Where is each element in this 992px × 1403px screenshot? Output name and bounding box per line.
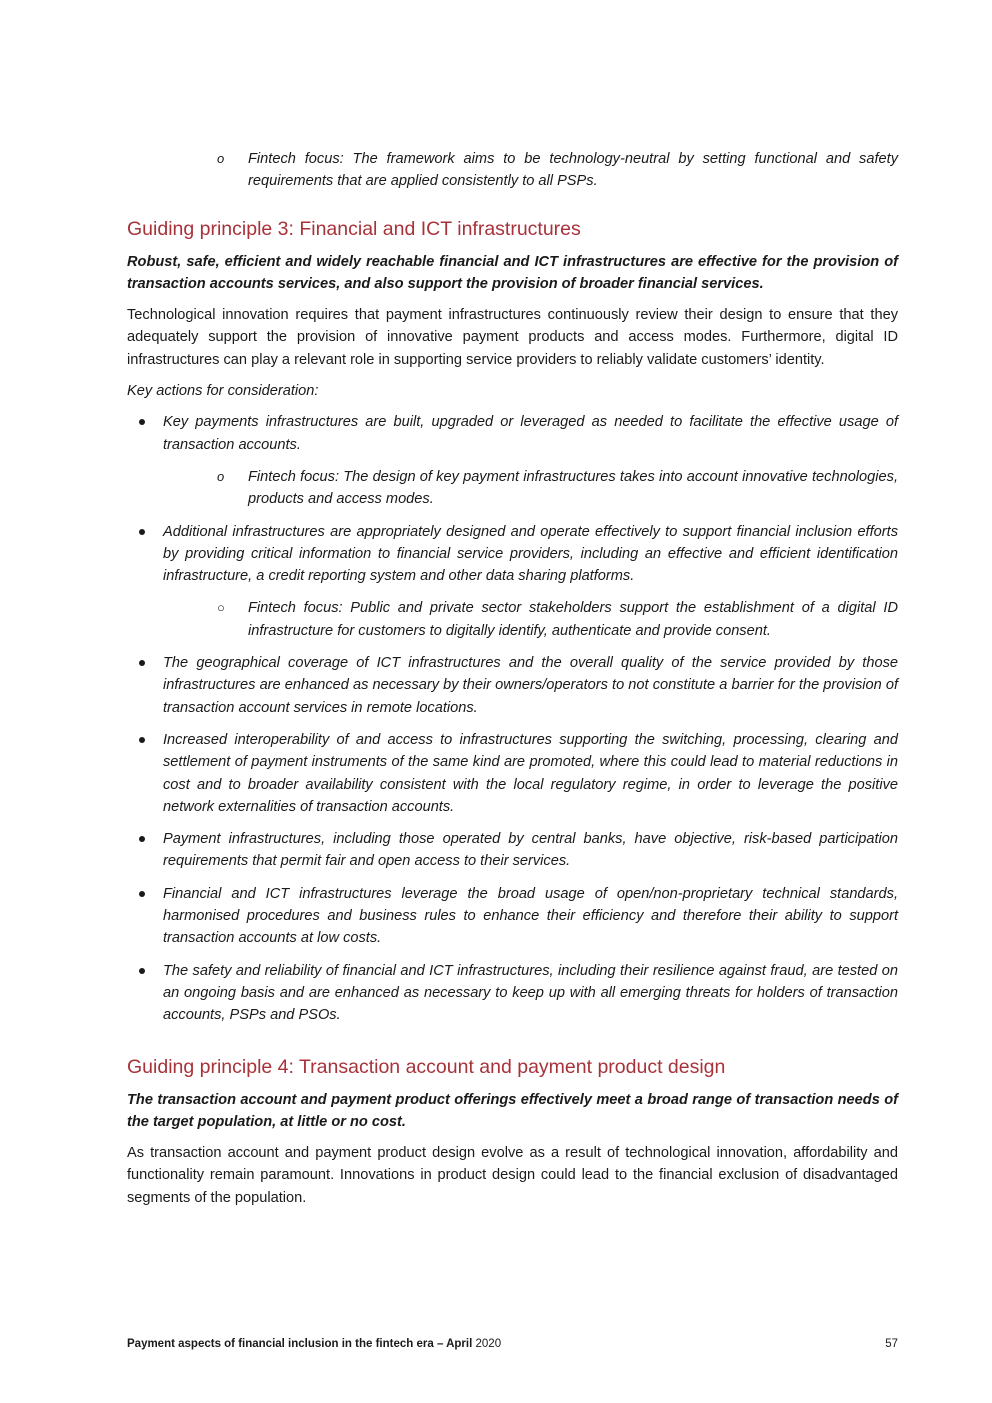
- bullet-dot: [139, 836, 145, 842]
- footer-title: Payment aspects of financial inclusion in the fintech era – April: [127, 1338, 473, 1350]
- bullet-dot: [139, 737, 145, 743]
- gp3-statement: Robust, safe, efficient and widely reachable financial and ICT infrastructures are effective for the provision of transaction accounts services, and also support the provision of broader financial services.: [127, 253, 898, 292]
- sub-bullet-marker: o: [217, 468, 225, 484]
- bullet-dot: [139, 968, 145, 974]
- bullet-dot: [139, 419, 145, 425]
- sub-bullet-text: Fintech focus: The design of key payment infrastructures takes into account innovative technologies, products and access modes.: [248, 468, 898, 508]
- bullet-text: Payment infrastructures, including those operated by central banks, have objective, risk-based participation requirements that permit fair and open access to their services.: [163, 831, 898, 870]
- bullet-text: Key payments infrastructures are built, upgraded or leveraged as needed to facilitate the effective usage of transaction accounts.: [163, 414, 898, 453]
- bullet-dot: [139, 529, 145, 535]
- bullet-text: The geographical coverage of ICT infrastructures and the overall quality of the service provided by those infrastructures are enhanced as necessary by their owners/operators to not constitute a barrier for the provision of transaction account services in remote locations.: [163, 655, 898, 716]
- gp4-body: As transaction account and payment product design evolve as a result of technological innovation, affordability and functionality remain paramount. Innovations in product design could lead to the financial exclusion of disadvantaged segments of the population.: [127, 1145, 898, 1206]
- page-footer: [127, 1338, 898, 1350]
- bullet-item: [127, 652, 898, 719]
- sub-bullet-marker: ○: [217, 600, 225, 616]
- gp3-body: Technological innovation requires that payment infrastructures continuously review their design to ensure that they adequately support the provision of innovative payment products and access modes. Furthermore, digital ID infrastructures can play a relevant role in supporting service providers to reliably validate customers’ identity.: [127, 307, 898, 368]
- bullet-item: [127, 729, 898, 818]
- sub-bullet-text: Fintech focus: Public and private sector stakeholders support the establishment of a digital ID infrastructure for customers to digitally identify, authenticate and provide consent.: [248, 600, 898, 639]
- bullet-text: Financial and ICT infrastructures leverage the broad usage of open/non-proprietary technical standards, harmonised procedures and business rules to enhance their efficiency and therefore their ability to support transaction accounts at low costs.: [163, 885, 898, 947]
- bullet-item: [127, 411, 898, 456]
- sub-bullet-item: [127, 597, 898, 642]
- bullet-item: [127, 883, 898, 950]
- gp4-heading: Guiding principle 4: Transaction account and payment product design: [127, 1055, 726, 1078]
- footer-year: 2020: [475, 1338, 502, 1350]
- bullet-item: [127, 521, 898, 588]
- gp4-statement: The transaction account and payment product offerings effectively meet a broad range of transaction needs of the target population, at little or no cost.: [127, 1091, 898, 1130]
- bullet-text: The safety and reliability of financial and ICT infrastructures, including their resilience against fraud, are tested on an ongoing basis and are enhanced as necessary to keep up with all emerging threats for holders of transaction accounts, PSPs and PSOs.: [163, 962, 898, 1024]
- bullet-item: [127, 828, 898, 873]
- sub-bullet-text: Fintech focus: The framework aims to be technology-neutral by setting functional and safety requirements that are applied consistently to all PSPs.: [248, 151, 898, 190]
- bullet-dot: [139, 891, 145, 897]
- key-actions-label: Key actions for consideration:: [127, 383, 319, 400]
- page-number: 57: [885, 1338, 898, 1350]
- bullet-text: Increased interoperability of and access to infrastructures supporting the switching, processing, clearing and settlement of payment instruments of the same kind are promoted, where this could lead to material reductions in cost and to broader availability consistent with the local regulatory regime, in order to leverage the positive network externalities of transaction accounts.: [163, 731, 898, 815]
- page-content: [127, 148, 898, 1209]
- bullet-text: Additional infrastructures are appropriately designed and operate effectively to support financial inclusion efforts by providing critical information to financial service providers, including an effective and efficient identification infrastructure, a credit reporting system and other data sharing platforms.: [163, 523, 898, 585]
- bullet-item: [127, 960, 898, 1027]
- sub-bullet-item: [127, 466, 898, 511]
- sub-bullet-marker: o: [217, 151, 225, 166]
- gp3-heading: Guiding principle 3: Financial and ICT infrastructures: [127, 217, 581, 240]
- bullet-dot: [139, 660, 145, 666]
- intro-sub-bullet: [127, 148, 898, 193]
